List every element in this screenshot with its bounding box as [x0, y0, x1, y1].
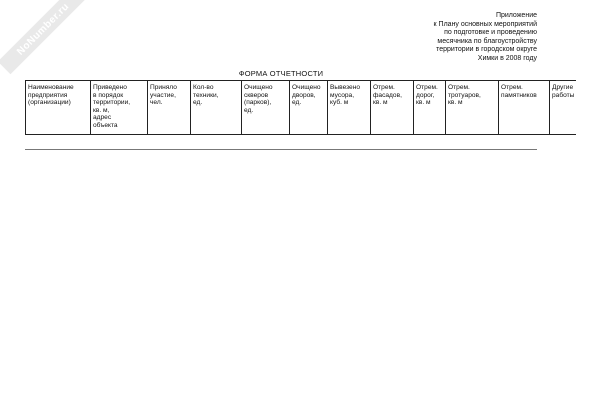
header-cell [242, 81, 290, 135]
header-line: Очищено [292, 84, 321, 91]
appendix-line: территории в городском округе [436, 46, 537, 54]
header-line: памятников [501, 91, 537, 99]
header-cell [446, 81, 499, 135]
header-cell [499, 81, 550, 135]
header-line: участие, [150, 91, 176, 99]
header-line: кв. м [416, 99, 431, 107]
header-cell [328, 81, 371, 135]
header-line: (организации) [28, 99, 71, 107]
header-line: дорог, [416, 91, 435, 99]
header-line: Наименование [28, 84, 74, 91]
header-line: Отрем. [416, 84, 438, 91]
header-cell [550, 81, 577, 135]
header-line: фасадов, [373, 91, 402, 99]
appendix-line: по подготовке и проведению [444, 29, 537, 37]
header-line: ед. [193, 99, 203, 107]
header-line: кв. м [373, 99, 388, 107]
header-line: ед. [292, 99, 302, 107]
header-line: Кол-во [193, 84, 214, 91]
header-cell [371, 81, 414, 135]
header-line: кв. м [448, 99, 463, 107]
header-cell [290, 81, 328, 135]
header-line: дворов, [292, 91, 316, 99]
header-cell [91, 81, 148, 135]
header-line: объекта [93, 121, 118, 129]
appendix-line: Химки в 2008 году [477, 54, 537, 62]
header-cell [191, 81, 242, 135]
header-cell [148, 81, 191, 135]
watermark [0, 0, 88, 74]
header-line: техники, [193, 91, 219, 99]
report-table [25, 80, 576, 135]
header-line: куб. м [330, 99, 349, 107]
header-line: Вывезено [330, 84, 361, 91]
header-cell [26, 81, 91, 135]
form-title [0, 69, 600, 78]
header-line: Отрем. [448, 84, 470, 91]
header-line: (парков), [244, 99, 272, 107]
header-line: территории, [93, 99, 131, 107]
appendix-line: к Плану основных мероприятий [433, 20, 537, 28]
header-line: Приняло [150, 84, 177, 91]
header-line: Приведено [93, 84, 127, 91]
header-line: предприятия [28, 91, 68, 99]
header-line: Очищено [244, 84, 273, 91]
header-line: адрес [93, 114, 112, 122]
header-line: кв. м, [93, 106, 110, 114]
form-title-text: ФОРМА ОТЧЕТНОСТИ [238, 69, 324, 78]
header-line: ед. [244, 106, 254, 114]
header-line: работы [552, 91, 575, 99]
header-cell [414, 81, 446, 135]
header-line: тротуаров, [448, 91, 481, 99]
appendix-line: месячника по благоустройству [437, 37, 537, 45]
header-line: чел. [150, 99, 163, 107]
appendix-line: Приложение [495, 12, 537, 19]
appendix-note [434, 12, 537, 64]
table-header-row [26, 81, 577, 135]
header-line: Отрем. [501, 84, 523, 91]
header-line: Другие [552, 84, 574, 91]
header-line: мусора, [330, 91, 355, 99]
watermark-text: NoNumber.ru [14, 0, 72, 58]
header-line: в порядок [93, 91, 124, 99]
header-line: скверов [244, 91, 269, 99]
header-line: Отрем. [373, 84, 395, 91]
divider-line [25, 149, 537, 150]
